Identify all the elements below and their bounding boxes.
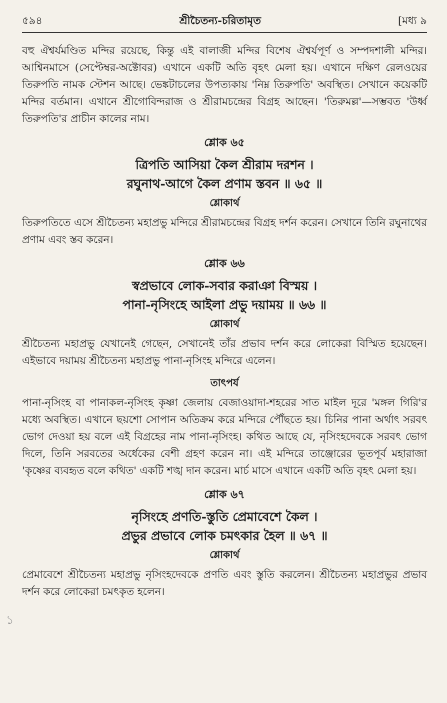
section-marker: [মধ্য ৯ xyxy=(397,15,427,27)
translation-line: হয়েছেন। এইভাবে দয়াময় শ্রীচৈতন্য মহাপ্রভু পানা-নৃসিংহ মন্দিরে এলেন। xyxy=(22,338,427,367)
sloka-66-purport xyxy=(22,395,427,480)
sloka-67-heading: শ্লোক ৬৭ xyxy=(204,488,245,501)
sloka-66-verse-line: পানা-নৃসিংহে আইলা প্রভু দয়াময় ॥ ৬৬ ॥ xyxy=(122,297,327,312)
purport-line: দান করেন। মার্চ মাসে এখানে একটি অতি বৃহৎ মেলা হয়। xyxy=(186,465,417,477)
purport-line: আছে যে, নৃসিংহদেবকে সরবৎ ভোগ দিলে, তিনি সরবতের অর্ধেকের বেশী গ্রহণ করেন xyxy=(22,431,427,460)
sloka-65-translation xyxy=(22,215,427,249)
intro-line: তিরুপতি' অবস্থিত। সেখানে কয়েকটি মন্দির বর্তমান। এখানে শ্রীগোবিন্দরাজ ও xyxy=(22,79,427,108)
page-number: ৫৯৪ xyxy=(22,15,43,27)
sloka-67-verse-line: নৃসিংহে প্রণতি-স্তুতি প্রেমাবেশে কৈল । xyxy=(131,509,318,524)
intro-line: মন্দির। আশ্বিনমাসে (সেপ্টেম্বর-অক্টোবর) এখানে একটি অতি বৃহৎ মেলা হয়। এখানে xyxy=(22,45,427,74)
purport-line: চিনির পানা অর্থাৎ সরবৎ ভোগ দেওয়া হয় বলে এই বিগ্রহের নাম পানা-নৃসিংহ। কথিত xyxy=(22,414,427,443)
translation-line: প্রেমাবেশে শ্রীচৈতন্য মহাপ্রভু নৃসিংহদেবকে প্রণতি এবং স্তুতি করলেন। শ্রীচৈতন্য xyxy=(22,569,358,581)
intro-line: বহু ঐশ্বর্যমণ্ডিত মন্দির রয়েছে, কিন্তু এই বালাজী মন্দির বিশেষ ঐশ্বর্যপূর্ণ ও সম্পদশালী xyxy=(22,45,395,57)
page-header xyxy=(22,14,427,30)
sloka-67-translation xyxy=(22,567,427,601)
translation-line: মহাপ্রভুর প্রভাব দর্শন করে লোকেরা চমৎকৃত হলেন। xyxy=(22,569,427,598)
header-rule xyxy=(22,32,427,33)
sloka-65-verse-line: ত্রিপতি আসিয়া কৈল শ্রীরাম দরশন । xyxy=(135,157,314,172)
intro-line: শ্রীরামচন্দ্রের বিগ্রহ আছেন। 'তিরুমল্ল'—সম্ভবত 'উর্ধ্ব তিরুপতি'র প্রাচীন কালের নাম। xyxy=(22,96,428,125)
sloka-66-purport-label: তাৎপর্য xyxy=(210,378,239,389)
translation-line: তিনি রঘুনাথের প্রণাম এবং স্তব করেন। xyxy=(22,217,427,246)
sloka-66-heading: শ্লোক ৬৬ xyxy=(204,257,245,270)
sloka-66-verse-line: স্বপ্রভাবে লোক-সবার করাঞা বিস্ময় । xyxy=(131,278,318,293)
intro-paragraph xyxy=(22,43,427,128)
purport-line: না। এই মন্দিরে তাঞ্জোরের ভূতপূর্ব মহারাজা 'কৃষ্ণের ব্যবহৃত বলে কথিত' একটি শঙ্খ xyxy=(22,448,427,477)
sloka-67-verse-line: প্রভুর প্রভাবে লোক চমৎকার হৈল ॥ ৬৭ ॥ xyxy=(121,528,328,543)
margin-mark: ১ xyxy=(6,613,14,627)
purport-line: পানা-নৃসিংহ বা পানাকল-নৃসিংহ কৃষ্ণা জেলায় বেজাওয়াদা-শহরের সাত মাইল দূরে 'মঙ্গল xyxy=(22,397,395,409)
sloka-65-heading: শ্লোক ৬৫ xyxy=(204,136,245,149)
intro-line: দক্ষিণ রেলওয়ের তিরুপতি নামক স্টেশন আছে। ভেঙ্কটাচলের উপত্যকায় 'নিম্ন xyxy=(22,62,427,91)
running-title: শ্রীচৈতন্য-চরিতামৃত xyxy=(179,15,262,27)
translation-line: তিরুপতিতে এসে শ্রীচৈতন্য মহাপ্রভু মন্দিরে শ্রীরামচন্দ্রের বিগ্রহ দর্শন করেন। সেখানে xyxy=(22,217,363,229)
sloka-65-translation-label: শ্লোকার্থ xyxy=(209,198,240,209)
sloka-66-translation xyxy=(22,336,427,370)
translation-line: শ্রীচৈতন্য মহাপ্রভু যেখানেই গেছেন, সেখানেই তাঁর প্রভাব দর্শন করে লোকেরা বিস্মিত xyxy=(22,338,386,350)
sloka-65-verse-line: রঘুনাথ-আগে কৈল প্রণাম স্তবন ॥ ৬৫ ॥ xyxy=(126,176,323,191)
purport-line: গিরি'র মধ্যে অবস্থিত। এখানে ছয়শো সোপান অতিক্রম করে মন্দিরে পৌঁছতে হয়। xyxy=(22,397,427,426)
sloka-67-translation-label: শ্লোকার্থ xyxy=(209,550,240,561)
sloka-66-translation-label: শ্লোকার্থ xyxy=(209,319,240,330)
